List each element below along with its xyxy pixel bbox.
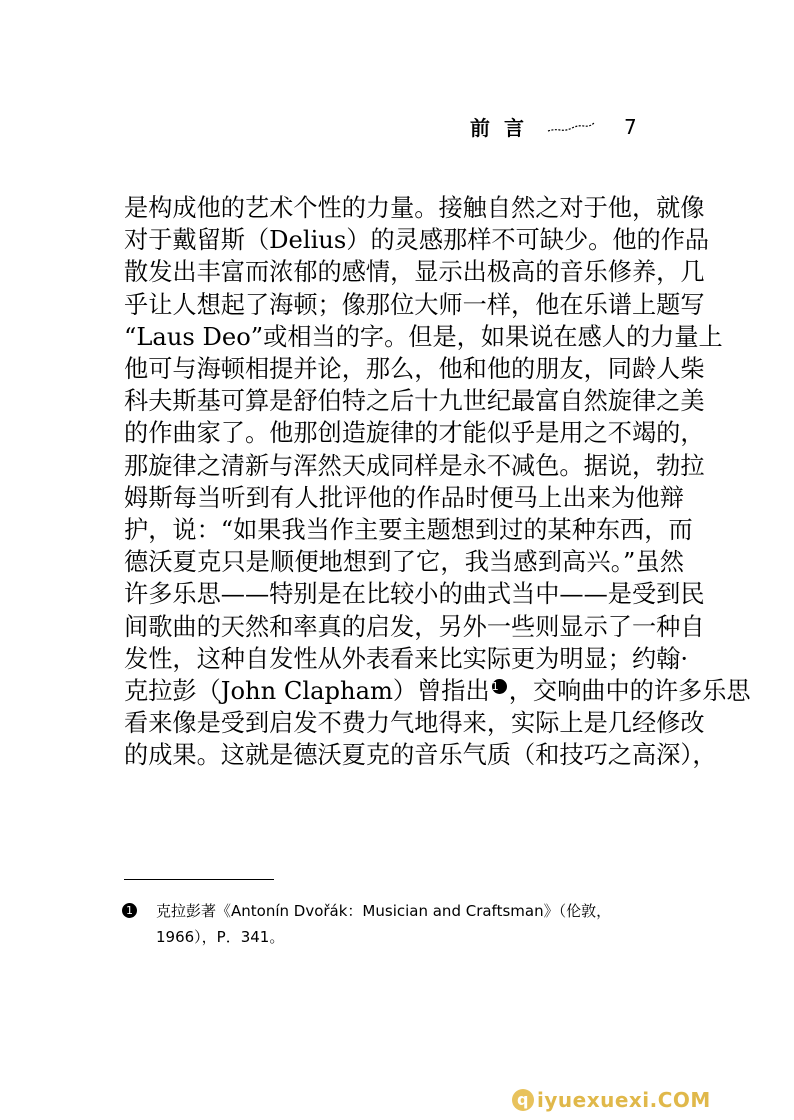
footnote-line-1: 克拉彭著《Antonín Dvořák：Musician and Craftsman》（伦敦， — [156, 902, 612, 920]
body-line-17: 看来像是受到启发不费力气地得来，实际上是几经修改 — [124, 709, 705, 738]
body-line-16 — [124, 675, 751, 707]
body-line-7: 科夫斯基可算是舒伯特之后十九世纪最富自然旋律之美 — [124, 387, 705, 416]
body-text — [124, 192, 751, 772]
footnote-divider — [124, 879, 274, 880]
site-watermark — [512, 1088, 711, 1112]
body-line-6: 他可与海顿相提并论，那么，他和他的朋友，同龄人柴 — [124, 355, 705, 384]
body-line-15: 发性，这种自发性从外表看来比实际更为明显；约翰· — [124, 644, 689, 673]
body-line-5: “Laus Deo”或相当的字。但是，如果说在感人的力量上 — [124, 322, 723, 351]
body-line-16-start: 克拉彭（John Clapham）曾指出 — [124, 677, 490, 706]
body-line-4: 乎让人想起了海顿；像那位大师一样，他在乐谱上题写 — [124, 290, 705, 319]
body-line-2: 对于戴留斯（Delius）的灵感那样不可缺少。他的作品 — [124, 226, 710, 255]
body-line-13: 许多乐思——特别是在比较小的曲式当中——是受到民 — [124, 580, 705, 609]
page-number: 7 — [624, 114, 637, 139]
body-line-12: 德沃夏克只是顺便地想到了它，我当感到高兴。”虽然 — [124, 548, 684, 577]
body-line-16-end: ，交响曲中的许多乐思 — [508, 677, 751, 706]
body-line-10: 姆斯每当听到有人批评他的作品时便马上出来为他辩 — [124, 483, 684, 512]
footnote-marker: 1 — [122, 903, 137, 918]
running-head-title: 前言 — [470, 116, 538, 140]
ornament-squiggle-icon — [546, 120, 596, 134]
running-head — [470, 112, 637, 141]
body-line-8: 的作曲家了。他那创造旋律的才能似乎是用之不竭的， — [124, 419, 705, 448]
footnote-ref-1[interactable]: 1 — [492, 679, 507, 694]
footnote-1 — [126, 898, 686, 950]
watermark-logo-icon: q — [512, 1089, 534, 1111]
body-line-9: 那旋律之清新与浑然天成同样是永不减色。据说，勃拉 — [124, 451, 705, 480]
body-line-1: 是构成他的艺术个性的力量。接触自然之对于他，就像 — [124, 194, 705, 222]
body-line-14: 间歌曲的天然和率真的启发，另外一些则显示了一种自 — [124, 612, 705, 641]
body-line-11: 护，说：“如果我当作主要主题想到过的某种东西，而 — [124, 516, 693, 545]
body-line-18: 的成果。这就是德沃夏克的音乐气质（和技巧之高深）， — [124, 741, 717, 770]
body-line-3: 散发出丰富而浓郁的感情，显示出极高的音乐修养，几 — [124, 258, 705, 287]
watermark-text: iyuexuexi.COM — [537, 1088, 711, 1112]
footnote-line-2: 1966），P．341。 — [156, 928, 285, 946]
